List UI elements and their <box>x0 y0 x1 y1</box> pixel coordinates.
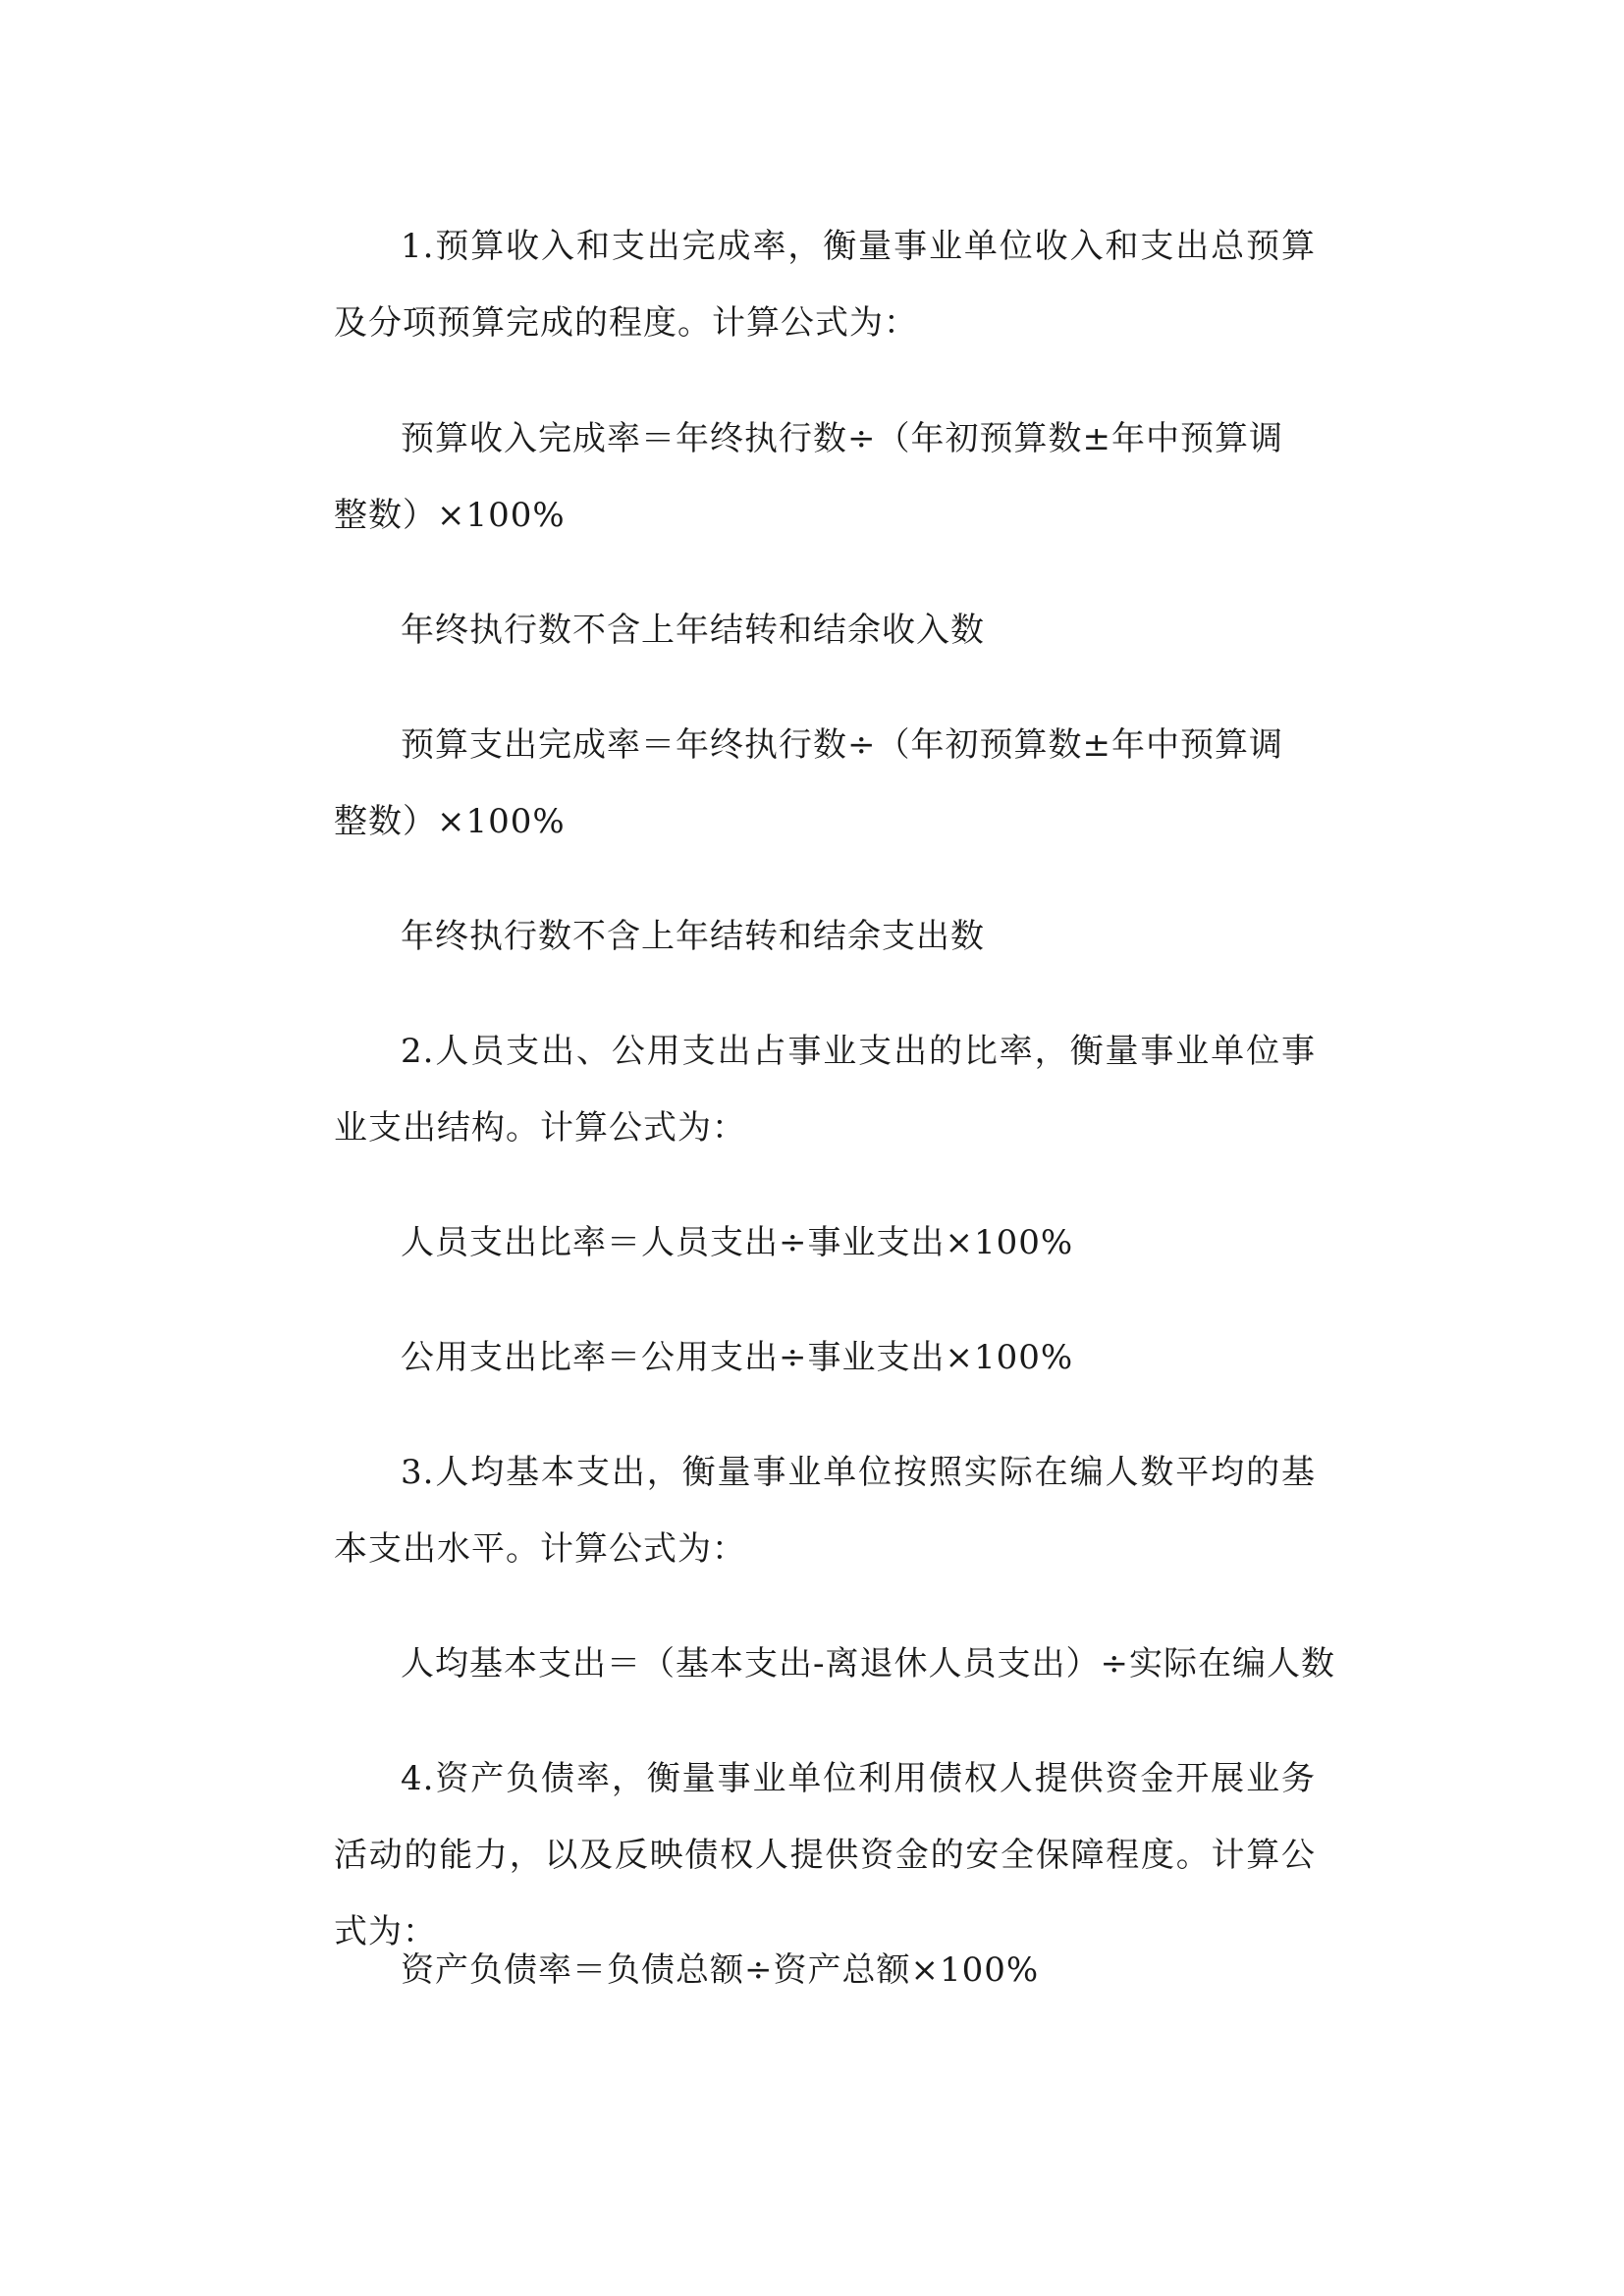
note-expenditure-execution: 年终执行数不含上年结转和结余支出数 <box>401 917 985 956</box>
formula-per-capita-basic-expenditure: 人均基本支出＝（基本支出-离退休人员支出）÷实际在编人数 <box>401 1644 1335 1683</box>
formula-public-expenditure-ratio: 公用支出比率＝公用支出÷事业支出×100% <box>401 1338 1074 1377</box>
formula-budget-income-completion: 预算收入完成率＝年终执行数÷（年初预算数±年中预算调整数）×100% <box>334 419 1283 535</box>
paragraph-3-per-capita-expenditure: 3.人均基本支出，衡量事业单位按照实际在编人数平均的基本支出水平。计算公式为： <box>334 1453 1316 1569</box>
formula-personnel-expenditure-ratio: 人员支出比率＝人员支出÷事业支出×100% <box>401 1223 1074 1262</box>
paragraph-1-budget-completion-rate: 1.预算收入和支出完成率，衡量事业单位收入和支出总预算及分项预算完成的程度。计算公式为： <box>334 227 1316 343</box>
paragraph-4-asset-liability-ratio: 4.资产负债率，衡量事业单位利用债权人提供资金开展业务活动的能力，以及反映债权人提供资金的安全保障程度。计算公式为： <box>334 1759 1316 1951</box>
formula-budget-expenditure-completion: 预算支出完成率＝年终执行数÷（年初预算数±年中预算调整数）×100% <box>334 725 1283 841</box>
paragraph-2-expenditure-ratio: 2.人员支出、公用支出占事业支出的比率，衡量事业单位事业支出结构。计算公式为： <box>334 1032 1316 1148</box>
note-income-execution: 年终执行数不含上年结转和结余收入数 <box>401 611 985 650</box>
formula-asset-liability-ratio: 资产负债率＝负债总额÷资产总额×100% <box>401 1950 1040 1990</box>
